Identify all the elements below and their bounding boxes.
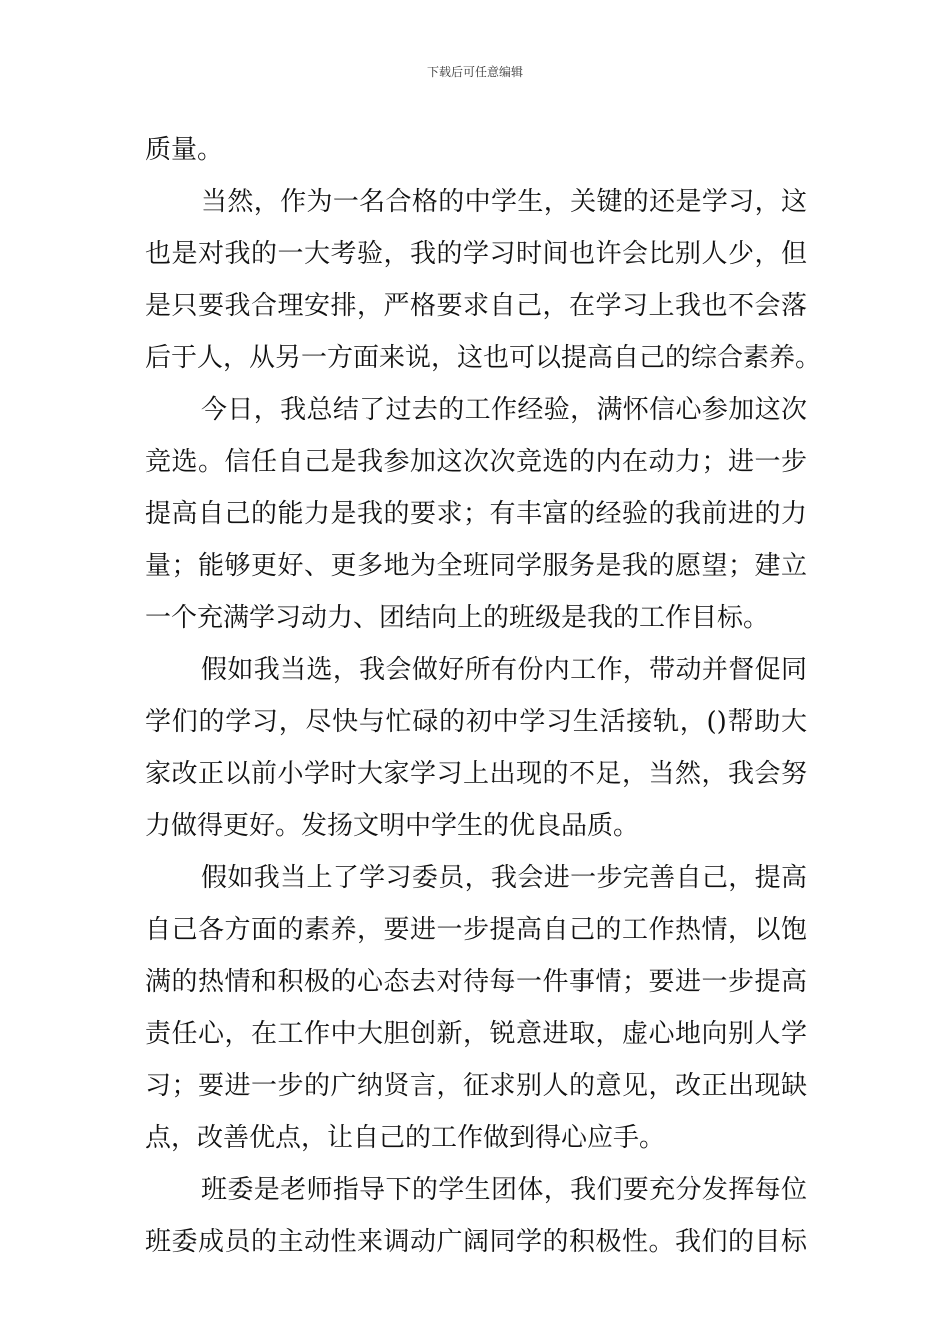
text-line: 班委成员的主动性来调动广阔同学的积极性。我们的目标 [145,1227,807,1257]
text-line: 满的热情和积极的心态去对待每一件事情；要进一步提高 [145,967,807,997]
text-line: 学们的学习，尽快与忙碌的初中学习生活接轨，()帮助大 [145,707,807,737]
page-header-note: 下载后可任意编辑 [426,65,523,79]
text-line: 质量。 [145,135,224,165]
text-line: 家改正以前小学时大家学习上出现的不足，当然，我会努 [145,759,807,789]
text-line: 自己各方面的素养，要进一步提高自己的工作热情，以饱 [145,915,807,945]
document-body [145,124,822,1268]
text-line: 也是对我的一大考验，我的学习时间也许会比别人少，但 [145,239,807,269]
text-line: 提高自己的能力是我的要求；有丰富的经验的我前进的力 [145,499,807,529]
text-line: 责任心，在工作中大胆创新，锐意进取，虚心地向别人学 [145,1019,807,1049]
text-line: 今日，我总结了过去的工作经验，满怀信心参加这次 [201,395,807,425]
text-line: 习；要进一步的广纳贤言，征求别人的意见，改正出现缺 [145,1071,807,1101]
text-line: 量；能够更好、更多地为全班同学服务是我的愿望；建立 [145,551,807,581]
text-line: 假如我当选，我会做好所有份内工作，带动并督促同 [201,655,807,685]
text-line: 点，改善优点，让自己的工作做到得心应手。 [145,1123,666,1153]
text-line: 一个充满学习动力、团结向上的班级是我的工作目标。 [145,603,770,633]
text-line: 班委是老师指导下的学生团体，我们要充分发挥每位 [201,1175,807,1205]
text-line: 是只要我合理安排，严格要求自己，在学习上我也不会落 [145,291,807,321]
text-line: 后于人，从另一方面来说，这也可以提高自己的综合素养。 [145,343,822,373]
text-line: 当然，作为一名合格的中学生，关键的还是学习，这 [201,187,807,217]
text-line: 假如我当上了学习委员，我会进一步完善自己，提高 [201,863,807,893]
text-line: 力做得更好。发扬文明中学生的优良品质。 [145,811,640,841]
text-line: 竞选。信任自己是我参加这次次竞选的内在动力；进一步 [145,447,807,477]
